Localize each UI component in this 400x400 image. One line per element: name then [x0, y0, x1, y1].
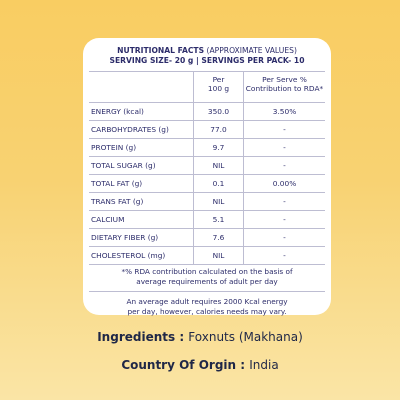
- origin-label: Country Of Orgin :: [121, 358, 250, 372]
- rda-value: -: [243, 247, 325, 264]
- origin-value: India: [249, 358, 279, 372]
- serving-text: SERVING SIZE- 20 g | SERVINGS PER PACK- 10: [109, 56, 305, 65]
- nutrient-label: CHOLESTEROL (mg): [91, 251, 166, 260]
- rda-value: -: [243, 139, 325, 156]
- ingredients-label: Ingredients :: [97, 330, 189, 344]
- table-row: [89, 121, 325, 139]
- per-100g-value: NIL: [193, 193, 243, 210]
- header-contribution: Contribution to RDA*: [245, 84, 324, 93]
- per-100g-value: 7.6: [193, 229, 243, 246]
- nutrient-label: TRANS FAT (g): [91, 197, 144, 206]
- nutrition-table: [89, 71, 325, 265]
- per-100g-value: 5.1: [193, 211, 243, 228]
- per-100g-value: 77.0: [193, 121, 243, 138]
- nutrient-label: CARBOHYDRATES (g): [91, 125, 169, 134]
- rda-value: -: [243, 229, 325, 246]
- energy-note-line-2: per day, however, calories needs may vary.: [127, 307, 287, 316]
- origin-line: [0, 358, 400, 372]
- energy-note: [89, 292, 325, 317]
- rda-value: -: [243, 193, 325, 210]
- serving-info: [89, 56, 325, 66]
- per-100g-value: 0.1: [193, 175, 243, 192]
- header-rda: [243, 72, 325, 102]
- rda-value: 0.00%: [243, 175, 325, 192]
- ingredients-value: Foxnuts (Makhana): [188, 330, 303, 344]
- nutrient-label: CALCIUM: [91, 215, 125, 224]
- title-bold: NUTRITIONAL FACTS: [117, 46, 205, 55]
- table-row: [89, 103, 325, 121]
- header-per-serve: Per Serve %: [262, 75, 307, 84]
- title-rest: (APPROXIMATE VALUES): [204, 46, 297, 55]
- table-header: [89, 72, 325, 103]
- table-row: [89, 157, 325, 175]
- ingredients-line: [0, 330, 400, 344]
- rda-value: -: [243, 157, 325, 174]
- per-100g-value: 350.0: [193, 103, 243, 120]
- footnote-line-1: *% RDA contribution calculated on the basis of: [121, 267, 293, 276]
- table-row: [89, 247, 325, 265]
- rda-value: 3.50%: [243, 103, 325, 120]
- nutrient-label: DIETARY FIBER (g): [91, 233, 159, 242]
- header-per-100g: [193, 72, 243, 102]
- table-row: [89, 229, 325, 247]
- nutrient-label: TOTAL FAT (g): [91, 179, 143, 188]
- header-per: Per: [212, 75, 225, 84]
- per-100g-value: NIL: [193, 247, 243, 264]
- table-row: [89, 193, 325, 211]
- nutrition-title: [89, 46, 325, 56]
- header-blank: [89, 72, 193, 102]
- nutrient-label: PROTEIN (g): [91, 143, 137, 152]
- header-100g: 100 g: [207, 84, 230, 93]
- rda-value: -: [243, 211, 325, 228]
- rda-value: -: [243, 121, 325, 138]
- nutrient-label: ENERGY (kcal): [91, 107, 144, 116]
- nutrient-label: TOTAL SUGAR (g): [91, 161, 156, 170]
- rda-footnote: [89, 265, 325, 292]
- table-row: [89, 139, 325, 157]
- table-row: [89, 211, 325, 229]
- footnote-line-2: average requirements of adult per day: [136, 277, 278, 286]
- energy-note-line-1: An average adult requires 2000 Kcal energy: [126, 297, 288, 306]
- nutrition-facts-card: [83, 38, 331, 315]
- per-100g-value: 9.7: [193, 139, 243, 156]
- per-100g-value: NIL: [193, 157, 243, 174]
- table-row: [89, 175, 325, 193]
